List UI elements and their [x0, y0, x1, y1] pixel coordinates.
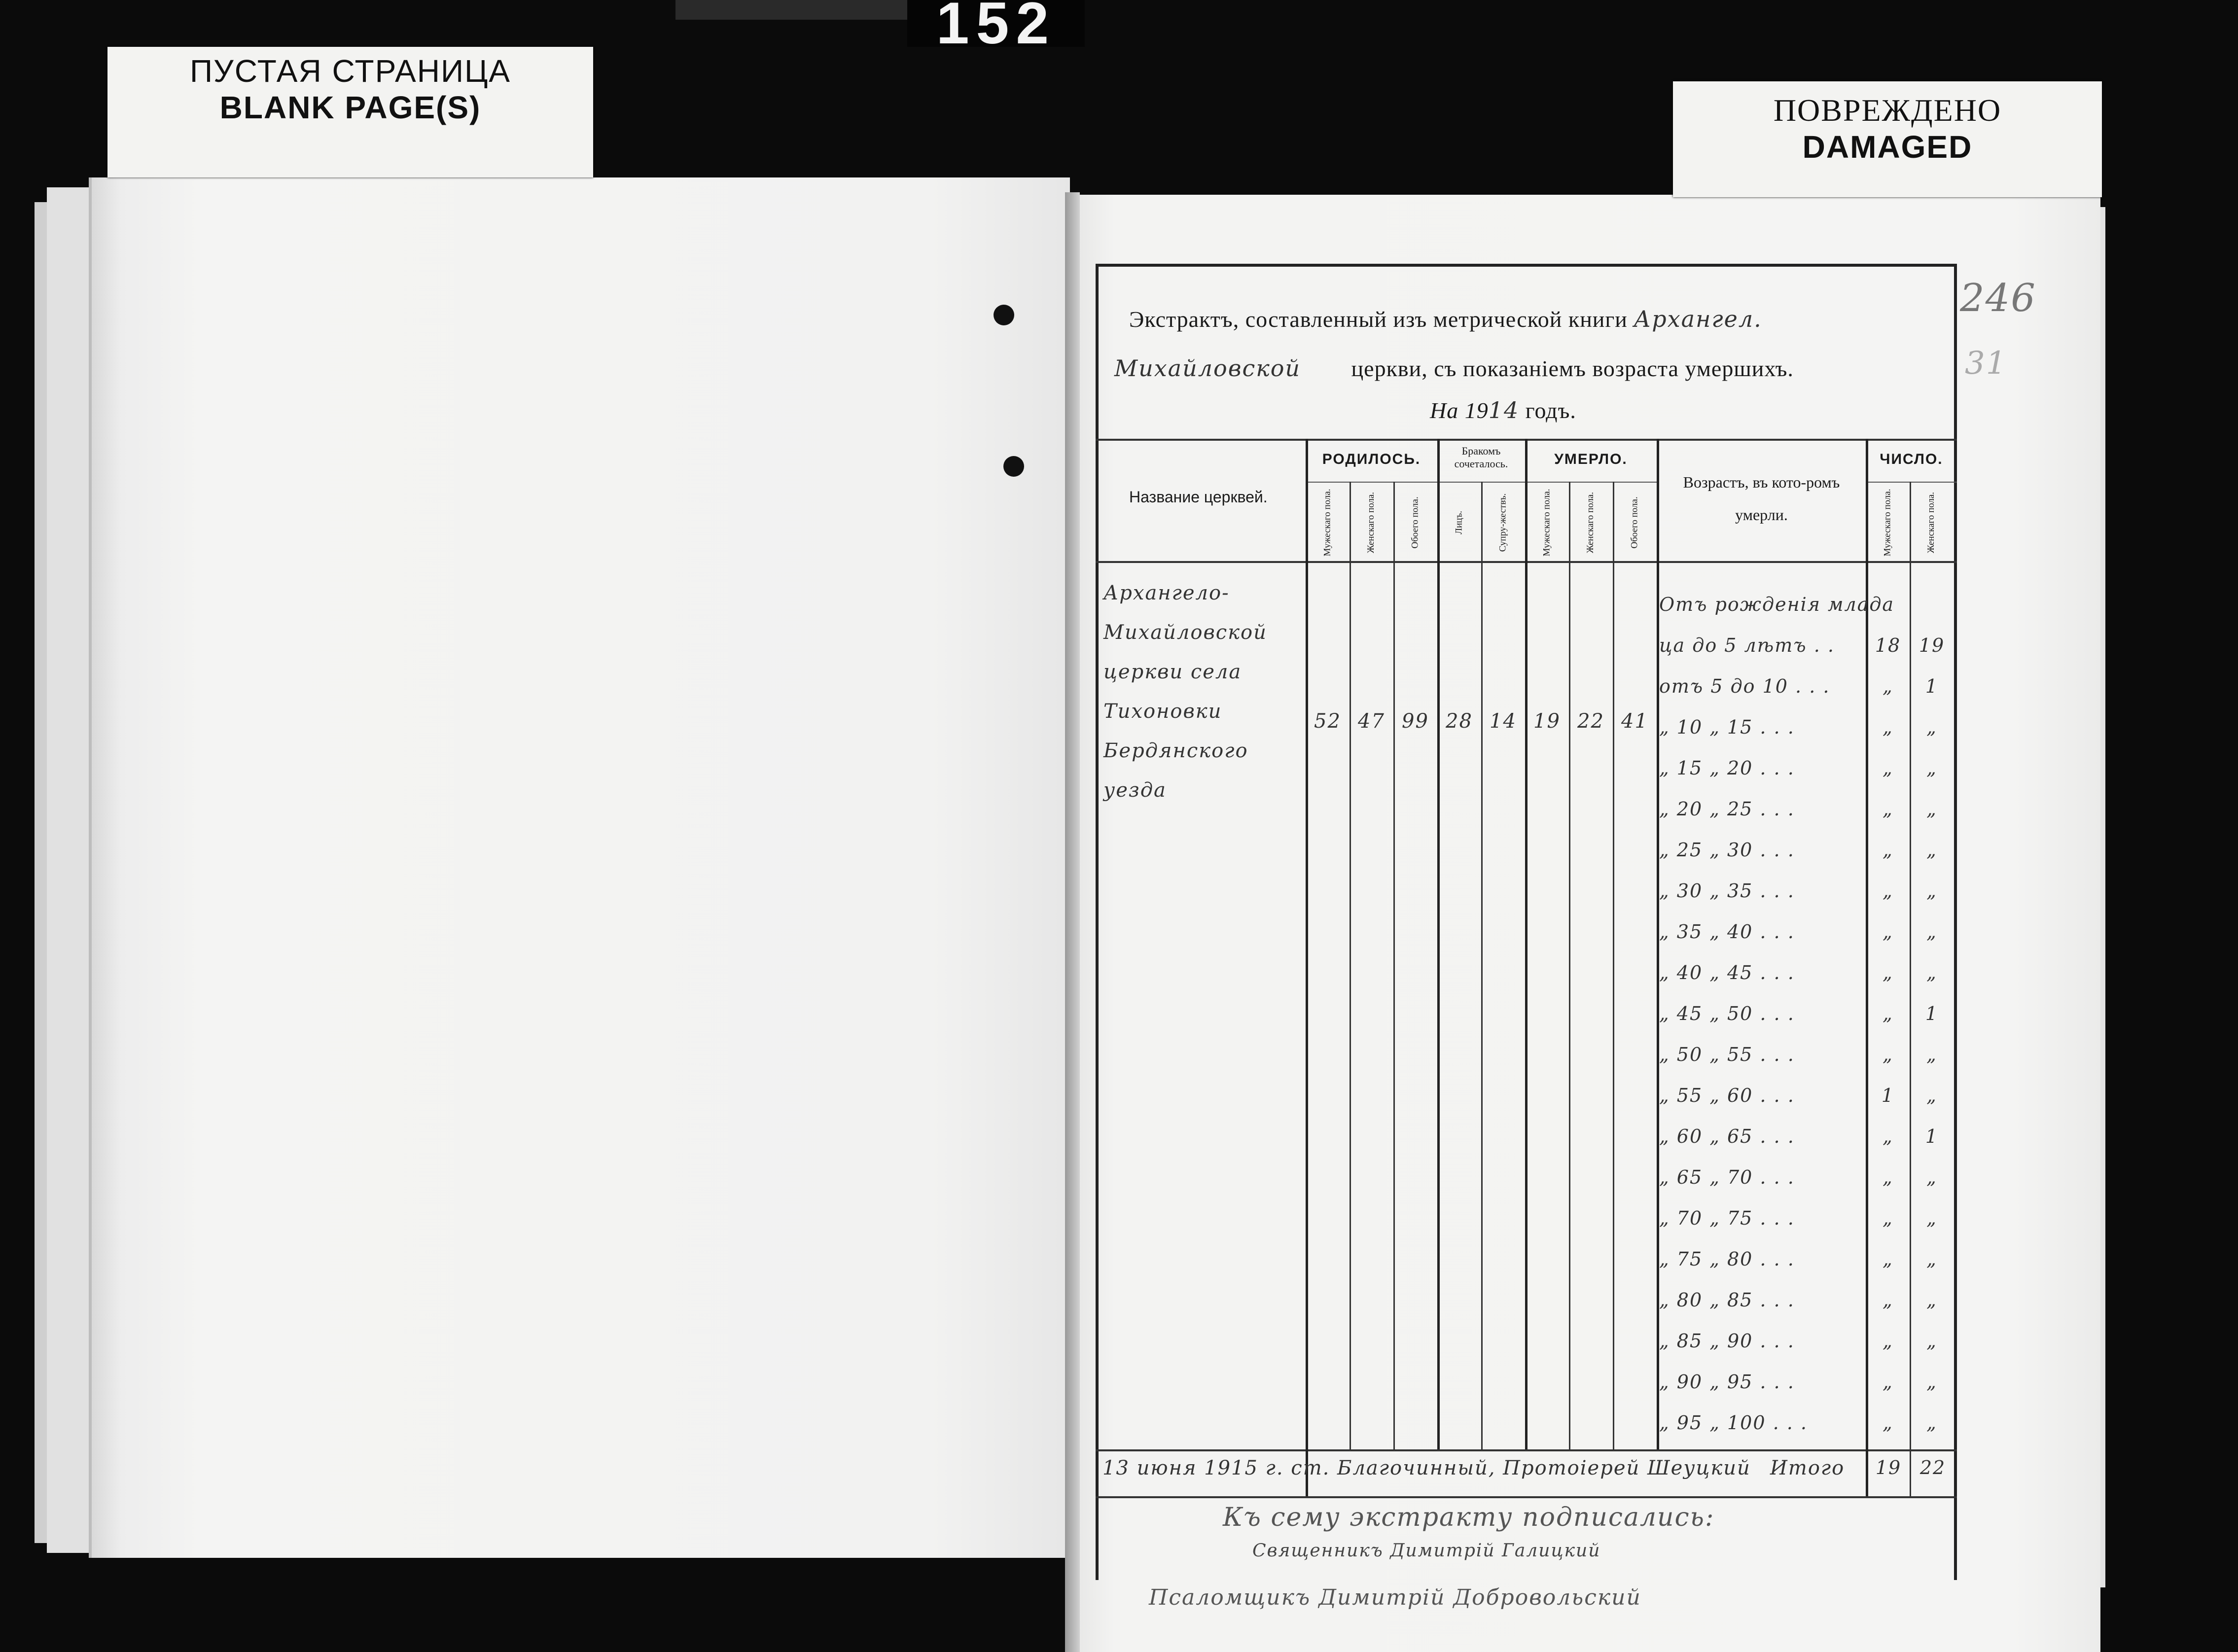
- itogo-female: 22: [1919, 1457, 1946, 1478]
- subhead-died-male: Мужескаго пола.: [1541, 489, 1552, 557]
- itogo-top-rule: [1096, 1449, 1957, 1451]
- age-row: [1659, 955, 1957, 996]
- age-rows: [1659, 587, 1957, 1446]
- col-rule: [1437, 439, 1440, 1449]
- age-range: „ 70 „ 75 . . .: [1659, 1207, 1795, 1229]
- signature-note: Къ сему экстракту подписались:: [1223, 1503, 1715, 1532]
- married-persons-total: 28: [1446, 710, 1473, 733]
- age-count-female: „: [1926, 716, 1937, 738]
- age-count-female: „: [1926, 1248, 1937, 1270]
- age-row: [1659, 668, 1957, 709]
- age-range: „ 45 „ 50 . . .: [1659, 1003, 1795, 1024]
- subhead-married-couples: Супру-жествъ.: [1497, 493, 1508, 552]
- priest-signature: Священникъ Димитрiй Галицкий: [1252, 1541, 1601, 1561]
- church-name-block: [1103, 582, 1303, 818]
- age-row: [1659, 996, 1957, 1037]
- died-female-total: 22: [1577, 710, 1604, 733]
- age-count-male: „: [1883, 1371, 1893, 1393]
- subhead-cell: [1306, 486, 1350, 560]
- age-count-female: „: [1926, 962, 1937, 984]
- year-suffix: годъ.: [1525, 398, 1576, 423]
- age-range: „ 80 „ 85 . . .: [1659, 1289, 1795, 1311]
- header-line1-printed: Экстрактъ, составленный изъ метрической книги: [1129, 307, 1628, 332]
- born-male-total: 52: [1314, 710, 1341, 733]
- subhead-cell: [1613, 486, 1657, 560]
- subhead-cell: [1569, 486, 1613, 560]
- age-count-female: „: [1926, 921, 1937, 943]
- subhead-born-both: Обоего пола.: [1410, 496, 1421, 549]
- church-name-line: Михайловской: [1103, 621, 1267, 644]
- age-count-female: „: [1926, 1166, 1937, 1188]
- subhead-rule-count: [1866, 482, 1957, 483]
- age-count-male: „: [1883, 839, 1893, 861]
- age-range: Отъ рожденiя млада: [1659, 594, 1895, 615]
- age-count-female: „: [1926, 1044, 1937, 1065]
- age-range: „ 55 „ 60 . . .: [1659, 1085, 1795, 1106]
- col-rule: [1525, 439, 1528, 1449]
- subhead-married-persons: Лицъ.: [1454, 511, 1464, 534]
- header-year: [1430, 397, 1576, 423]
- col-rule: [1306, 439, 1308, 1496]
- age-row: [1659, 1241, 1957, 1282]
- margin-sheet-number-faint: 31: [1965, 345, 2007, 382]
- age-count-male: „: [1883, 1003, 1893, 1024]
- age-count-male: „: [1883, 1166, 1893, 1188]
- age-count-female: „: [1926, 1207, 1937, 1229]
- age-range: „ 75 „ 80 . . .: [1659, 1248, 1795, 1270]
- header-line2-printed: церкви, съ показанiемъ возраста умершихъ.: [1351, 356, 1794, 381]
- age-count-female: „: [1926, 757, 1937, 779]
- page-gutter: [1065, 192, 1080, 1652]
- age-row: [1659, 587, 1957, 628]
- age-count-male: „: [1883, 1289, 1893, 1311]
- age-row: [1659, 1364, 1957, 1405]
- age-count-male: „: [1883, 962, 1893, 984]
- age-count-male: „: [1883, 798, 1893, 820]
- age-count-male: „: [1883, 675, 1893, 697]
- age-range: „ 65 „ 70 . . .: [1659, 1166, 1795, 1188]
- age-row: [1659, 1282, 1957, 1323]
- age-range: ца до 5 лѣтъ . .: [1659, 634, 1835, 656]
- born-column-header: РОДИЛОСЬ.: [1322, 451, 1421, 467]
- blank-page-label: [107, 47, 593, 177]
- age-range: „ 50 „ 55 . . .: [1659, 1044, 1795, 1065]
- born-both-total: 99: [1402, 710, 1429, 733]
- age-row: [1659, 832, 1957, 873]
- church-name-line: уезда: [1103, 779, 1167, 802]
- age-range: „ 95 „ 100 . . .: [1659, 1412, 1808, 1434]
- age-row: [1659, 873, 1957, 914]
- itogo-male: 19: [1875, 1457, 1902, 1478]
- age-range: „ 30 „ 35 . . .: [1659, 880, 1795, 902]
- header-church-name-hand: Михайловской: [1114, 355, 1301, 382]
- age-range: „ 60 „ 65 . . .: [1659, 1125, 1795, 1147]
- damaged-label-ru: ПОВРЕЖДЕНО: [1773, 93, 2002, 128]
- subhead-count-female: Женскаго пола.: [1926, 492, 1937, 554]
- age-row: [1659, 1323, 1957, 1364]
- died-column-header: УМЕРЛО.: [1554, 451, 1628, 467]
- age-count-female: „: [1926, 1371, 1937, 1393]
- age-count-female: 1: [1925, 675, 1939, 697]
- subhead-cell: [1393, 486, 1437, 560]
- age-count-female: „: [1926, 1412, 1937, 1434]
- blank-label-en: BLANK PAGE(S): [219, 90, 481, 125]
- church-name-line: Тихоновки: [1103, 700, 1222, 723]
- subhead-count-male: Мужескаго пола.: [1882, 489, 1893, 557]
- header-line1: [1129, 306, 1762, 332]
- subhead-cell: [1910, 486, 1954, 560]
- church-name-line: Бердянского: [1103, 739, 1248, 762]
- itogo-bottom-rule: [1096, 1496, 1957, 1498]
- age-row: [1659, 914, 1957, 955]
- age-count-female: 1: [1925, 1003, 1939, 1024]
- col-rule: [1569, 482, 1570, 1449]
- date-note: 13 июня 1915 г. ст. Благочинный, Протоiерей Шеуцкий: [1102, 1457, 1751, 1479]
- age-count-female: „: [1926, 880, 1937, 902]
- married-column-header: Бракомъ сочеталось.: [1454, 445, 1508, 470]
- subhead-born-male: Мужескаго пола.: [1322, 489, 1333, 557]
- church-name-line: Архангело-: [1103, 582, 1230, 604]
- itogo-label: Итого: [1770, 1457, 1845, 1479]
- age-row: [1659, 1200, 1957, 1241]
- year-hand: 14: [1488, 397, 1520, 423]
- subhead-cell: [1350, 486, 1393, 560]
- punch-hole: [994, 305, 1014, 325]
- subhead-died-both: Обоего пола.: [1629, 496, 1640, 549]
- age-count-female: „: [1926, 1085, 1937, 1106]
- age-row: [1659, 1037, 1957, 1078]
- age-count-male: „: [1883, 880, 1893, 902]
- age-row: [1659, 1405, 1957, 1446]
- subhead-cell: [1481, 486, 1525, 560]
- age-range: „ 10 „ 15 . . .: [1659, 716, 1795, 738]
- left-page-edge: [47, 187, 92, 1553]
- age-count-male: „: [1883, 716, 1893, 738]
- age-count-male: „: [1883, 1207, 1893, 1229]
- punch-hole: [1003, 456, 1024, 477]
- died-male-total: 19: [1533, 710, 1561, 733]
- age-count-male: „: [1883, 921, 1893, 943]
- age-count-female: 19: [1918, 634, 1945, 656]
- margin-sheet-number: 246: [1960, 276, 2036, 320]
- subhead-cell: [1525, 486, 1569, 560]
- col-rule: [1393, 482, 1395, 1449]
- age-range: „ 20 „ 25 . . .: [1659, 798, 1795, 820]
- age-range: „ 25 „ 30 . . .: [1659, 839, 1795, 861]
- age-count-female: „: [1926, 839, 1937, 861]
- left-blank-page: [89, 177, 1070, 1558]
- age-count-male: „: [1883, 1330, 1893, 1352]
- age-count-female: „: [1926, 1330, 1937, 1352]
- age-row: [1659, 1160, 1957, 1200]
- age-range: „ 90 „ 95 . . .: [1659, 1371, 1795, 1393]
- header-line2: [1114, 355, 1794, 382]
- age-range: „ 15 „ 20 . . .: [1659, 757, 1795, 779]
- age-range: отъ 5 до 10 . . .: [1659, 675, 1830, 697]
- film-frame-number: 152: [907, 0, 1085, 47]
- col-rule: [1613, 482, 1614, 1449]
- church-column-header: Название церквей.: [1129, 488, 1268, 506]
- age-count-male: „: [1883, 757, 1893, 779]
- col-rule: [1350, 482, 1351, 1449]
- church-name-line: церкви села: [1103, 661, 1242, 683]
- age-count-male: 18: [1875, 634, 1901, 656]
- age-row: [1659, 750, 1957, 791]
- age-column-header: Возрастъ, въ кото-ромъ умерли.: [1683, 473, 1840, 524]
- age-count-male: „: [1883, 1125, 1893, 1147]
- age-range: „ 40 „ 45 . . .: [1659, 962, 1795, 984]
- age-row: [1659, 709, 1957, 750]
- age-row: [1659, 1119, 1957, 1160]
- col-rule: [1481, 482, 1483, 1449]
- damaged-label-en: DAMAGED: [1802, 129, 1973, 165]
- subhead-died-female: Женскаго пола.: [1585, 492, 1596, 554]
- subhead-cell: [1437, 486, 1481, 560]
- age-row: [1659, 1078, 1957, 1119]
- subhead-cell: [1866, 486, 1910, 560]
- born-female-total: 47: [1358, 710, 1385, 733]
- subhead-born-female: Женскаго пола.: [1366, 492, 1377, 554]
- age-count-male: 1: [1881, 1085, 1895, 1106]
- age-range: „ 35 „ 40 . . .: [1659, 921, 1795, 943]
- film-strip: [675, 0, 907, 20]
- age-count-female: 1: [1925, 1125, 1939, 1147]
- blank-label-ru: ПУСТАЯ СТРАНИЦА: [190, 53, 511, 89]
- age-count-male: „: [1883, 1412, 1893, 1434]
- died-both-total: 41: [1621, 710, 1648, 733]
- age-row: [1659, 791, 1957, 832]
- age-count-female: „: [1926, 1289, 1937, 1311]
- year-prefix: На 19: [1430, 398, 1489, 423]
- damaged-label: [1673, 81, 2102, 197]
- age-row: [1659, 628, 1957, 668]
- count-column-header: ЧИСЛО.: [1880, 451, 1943, 467]
- married-couples-total: 14: [1490, 710, 1517, 733]
- psalmist-signature: Псаломщикъ Димитрiй Добровольский: [1149, 1585, 1641, 1610]
- header-church-hand: Архангел.: [1634, 306, 1762, 332]
- age-count-male: „: [1883, 1044, 1893, 1065]
- age-count-male: „: [1883, 1248, 1893, 1270]
- age-range: „ 85 „ 90 . . .: [1659, 1330, 1795, 1352]
- age-count-female: „: [1926, 798, 1937, 820]
